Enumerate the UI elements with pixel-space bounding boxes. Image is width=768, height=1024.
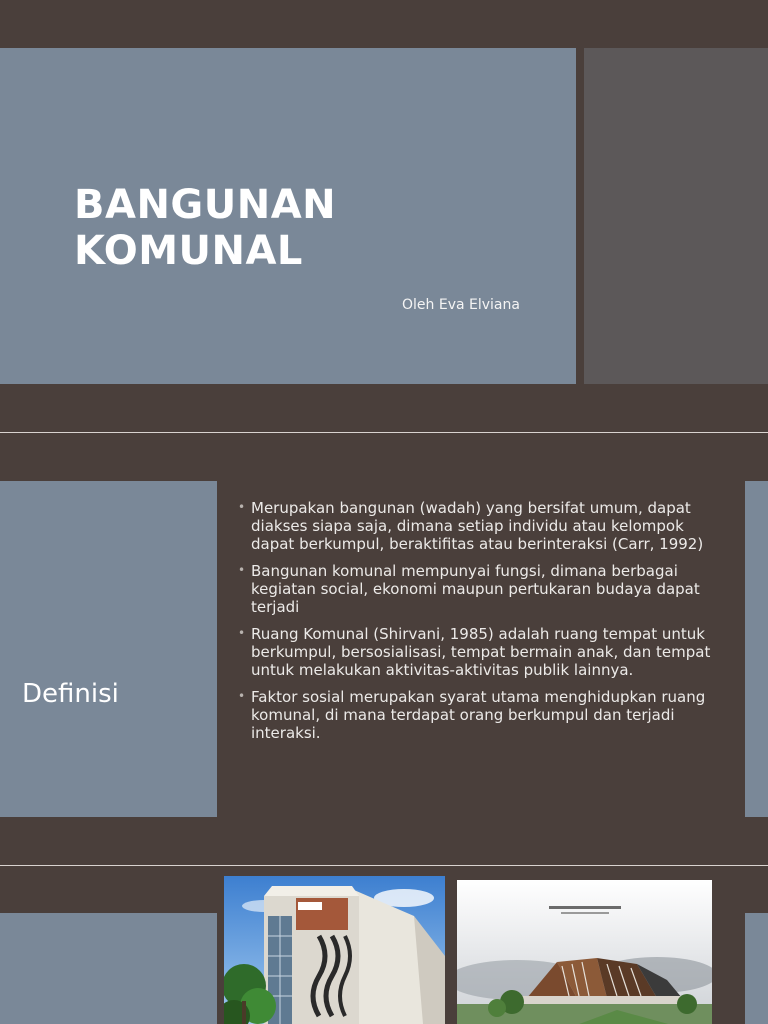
bullet-item: [238, 499, 728, 553]
slide-examples: [0, 866, 768, 1024]
bullet-text: Bangunan komunal mempunyai fungsi, dimana berbagai kegiatan social, ekonomi maupun pertukaran budaya dapat terjadi: [251, 562, 700, 616]
slide-title: [0, 0, 768, 432]
building-illustration-1: [224, 876, 445, 1024]
bullet-item: [238, 562, 728, 616]
side-panel: [745, 913, 768, 1024]
bullet-list: [238, 499, 728, 751]
heading-panel: [0, 913, 217, 1024]
bullet-text: Ruang Komunal (Shirvani, 1985) adalah ruang tempat untuk berkumpul, bersosialisasi, tempat bermain anak, dan tempat untuk melakukan aktivitas-aktivitas publik lainnya.: [251, 625, 711, 679]
bullet-icon: •: [238, 626, 246, 640]
section-heading: Definisi: [22, 679, 119, 709]
bullet-icon: •: [238, 563, 246, 577]
bullet-icon: •: [238, 500, 246, 514]
title-line-2: KOMUNAL: [74, 228, 303, 274]
building-photo-2: [457, 880, 712, 1024]
side-panel: [584, 48, 768, 384]
heading-panel: [0, 481, 217, 817]
bullet-item: [238, 625, 728, 679]
bullet-item: [238, 688, 728, 742]
title-line-1: BANGUNAN: [74, 182, 337, 228]
bullet-text: Faktor sosial merupakan syarat utama menghidupkan ruang komunal, di mana terdapat orang berkumpul dan terjadi interaksi.: [251, 688, 706, 742]
author-text: Oleh Eva Elviana: [402, 297, 520, 313]
building-photo-1: [224, 876, 445, 1024]
bullet-icon: •: [238, 689, 246, 703]
slide-title-text: [74, 182, 336, 274]
slide-definition: [0, 433, 768, 865]
bullet-text: Merupakan bangunan (wadah) yang bersifat umum, dapat diakses siapa saja, dimana setiap individu atau kelompok dapat berkumpul, beraktifitas atau berinteraksi (Carr, 1992): [251, 499, 704, 553]
building-illustration-2: [457, 880, 712, 1024]
side-panel: [745, 481, 768, 817]
